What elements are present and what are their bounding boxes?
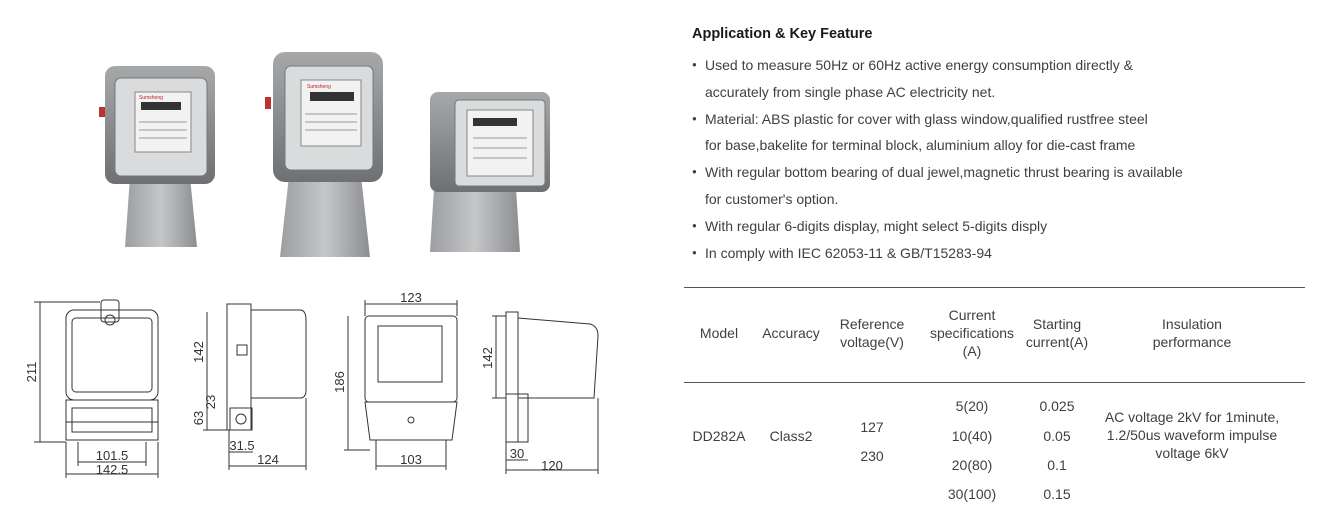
- svg-text:Sumsheng: Sumsheng: [307, 84, 331, 90]
- cell-voltage: 230: [860, 448, 884, 464]
- feature-item: ● With regular bottom bearing of dual jewel,magnetic thrust bearing is available for customer's option.: [692, 159, 1292, 213]
- dim-d2-h3: 23: [203, 394, 218, 410]
- cell-model: DD282A: [692, 428, 746, 444]
- dim-d3-bottom: 103: [400, 452, 422, 467]
- cell-current: 30(100): [947, 486, 997, 502]
- dim-d4-w1: 30: [509, 446, 525, 461]
- header-current-specifications: Current specifications (A): [929, 307, 1015, 359]
- dim-d3-top: 123: [400, 290, 422, 305]
- cell-insulation: AC voltage 2kV for 1minute, 1.2/50us waveform impulse voltage 6kV: [1104, 409, 1280, 461]
- feature-heading: Application & Key Feature: [692, 26, 873, 42]
- dim-d3-height: 186: [332, 371, 347, 393]
- cell-current: 10(40): [951, 428, 993, 444]
- header-accuracy: Accuracy: [762, 325, 820, 341]
- cell-starting: 0.05: [1043, 428, 1071, 444]
- drawing-front-square: [344, 300, 457, 470]
- dim-d2-h2: 63: [191, 410, 206, 426]
- product-photo: [95, 52, 620, 267]
- feature-item: ● In comply with IEC 62053-11 & GB/T15283-94: [692, 240, 1292, 267]
- dim-d1-height: 211: [24, 361, 39, 383]
- feature-item: ● With regular 6-digits display, might select 5-digits disply: [692, 213, 1292, 240]
- drawing-side-view-2: [492, 312, 598, 474]
- dim-d2-w1: 31.5: [229, 438, 255, 453]
- header-reference-voltage: Reference voltage(V): [839, 316, 905, 350]
- technical-drawings: [0, 290, 640, 514]
- meter-photo-2: [265, 52, 383, 257]
- svg-text:Sumsheng: Sumsheng: [139, 95, 163, 101]
- cell-starting: 0.1: [1047, 457, 1067, 473]
- dim-d4-w2: 120: [541, 458, 563, 473]
- cell-current: 20(80): [951, 457, 993, 473]
- dim-d1-w2: 142.5: [95, 462, 129, 477]
- header-model: Model: [699, 325, 739, 341]
- dim-d4-height: 142: [480, 347, 495, 369]
- cell-voltage: 127: [860, 419, 884, 435]
- header-insulation: Insulation performance: [1152, 316, 1232, 350]
- meter-photo-3: [430, 92, 550, 252]
- feature-item: ● Material: ABS plastic for cover with glass window,qualified rustfree steel for base,bakelite for terminal block, aluminium alloy for die-cast frame: [692, 106, 1292, 160]
- feature-item: ● Used to measure 50Hz or 60Hz active energy consumption directly & accurately from single phase AC electricity net.: [692, 52, 1292, 106]
- cell-starting: 0.025: [1039, 398, 1075, 414]
- header-starting-current: Starting current(A): [1025, 316, 1089, 350]
- table-header-rule: [684, 382, 1305, 383]
- table-top-rule: [684, 287, 1305, 288]
- dim-d2-h1: 142: [191, 341, 206, 363]
- dim-d1-w1: 101.5: [95, 448, 129, 463]
- meter-photo-1: [99, 66, 215, 247]
- cell-current: 5(20): [955, 398, 989, 414]
- feature-list: [692, 52, 1292, 266]
- cell-accuracy: Class2: [769, 428, 813, 444]
- cell-starting: 0.15: [1043, 486, 1071, 502]
- dim-d2-w2: 124: [257, 452, 279, 467]
